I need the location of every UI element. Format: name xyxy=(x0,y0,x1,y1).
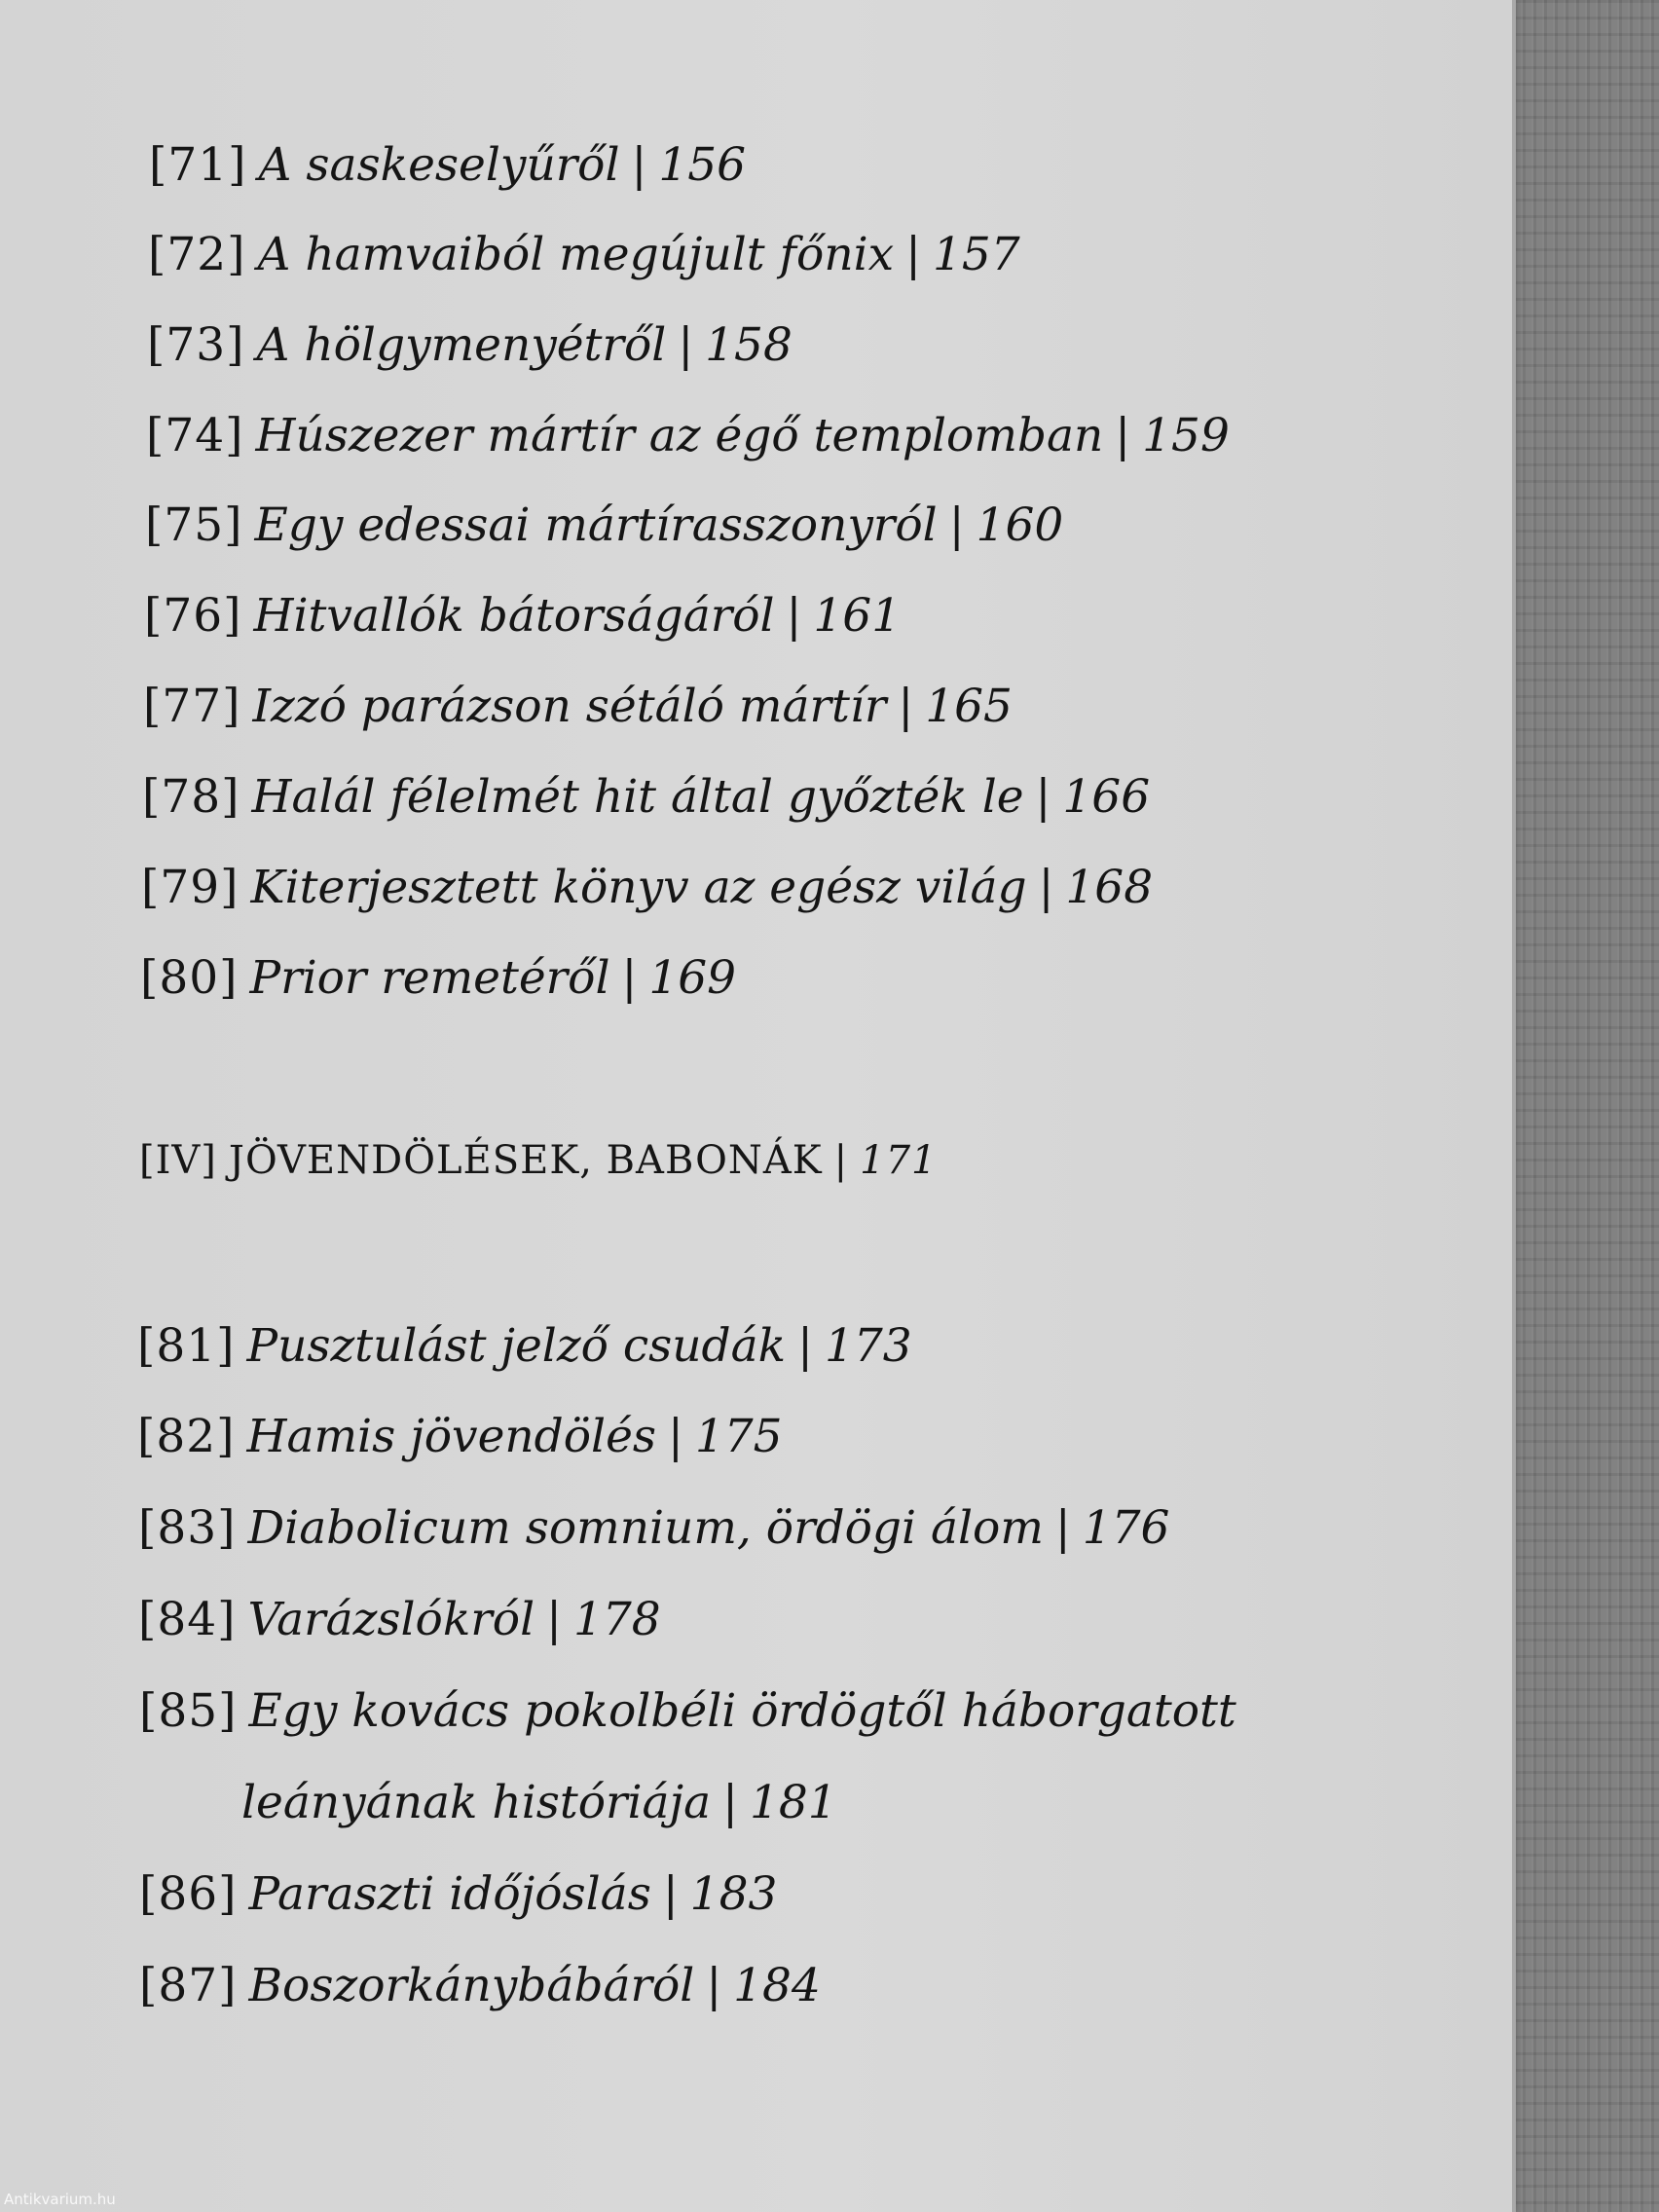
toc-entry-76 xyxy=(144,577,901,655)
toc-entry-73 xyxy=(147,307,793,385)
entry-title: Pusztulást jelző csudák xyxy=(246,1319,787,1373)
entry-page: 169 xyxy=(648,951,737,1005)
entry-title: Boszorkánybábáról xyxy=(248,1959,695,2012)
toc-entry-86 xyxy=(139,1856,777,1934)
entry-page: 184 xyxy=(733,1959,821,2012)
entry-number: [82] xyxy=(137,1410,236,1463)
section-page: 171 xyxy=(860,1138,938,1183)
entry-number: [79] xyxy=(141,861,240,914)
section-heading xyxy=(139,1122,937,1199)
toc-entry-82 xyxy=(137,1398,783,1476)
entry-page: 161 xyxy=(813,589,902,643)
entry-title: A saskeselyűről xyxy=(258,138,620,192)
toc-entry-78 xyxy=(142,758,1150,836)
separator: | xyxy=(678,318,694,372)
entry-page: 168 xyxy=(1065,861,1154,914)
entry-number: [83] xyxy=(138,1501,237,1555)
entry-title: Paraszti időjóslás xyxy=(248,1867,651,1921)
separator: | xyxy=(668,1410,683,1463)
entry-page: 158 xyxy=(705,318,793,372)
entry-title: Prior remetéről xyxy=(249,951,610,1005)
toc-entry-81 xyxy=(137,1308,912,1385)
toc-entry-84 xyxy=(138,1581,661,1659)
entry-title: Diabolicum somnium, ördögi álom xyxy=(247,1501,1044,1555)
separator: | xyxy=(662,1867,679,1921)
separator: | xyxy=(706,1959,722,2012)
entry-page: 160 xyxy=(976,498,1064,552)
separator: | xyxy=(631,138,647,192)
page-edge xyxy=(1512,0,1516,2212)
entry-page: 165 xyxy=(925,680,1013,733)
entry-page: 159 xyxy=(1142,409,1230,462)
entry-number: [81] xyxy=(137,1319,236,1373)
entry-number: [86] xyxy=(139,1867,238,1921)
entry-number: [78] xyxy=(142,770,240,824)
entry-page: 175 xyxy=(694,1410,783,1463)
entry-title: Egy kovács pokolbéli ördögtől háborgatott xyxy=(248,1684,1236,1738)
separator: | xyxy=(546,1593,562,1646)
entry-number: [73] xyxy=(147,318,245,372)
entry-page: 181 xyxy=(749,1776,837,1829)
entry-title: Kiterjesztett könyv az egész világ xyxy=(250,861,1027,914)
separator: | xyxy=(1115,409,1131,462)
separator: | xyxy=(786,589,802,643)
entry-title-continuation: leányának históriája xyxy=(241,1776,712,1829)
entry-number: [87] xyxy=(139,1959,238,2012)
entry-title: Hitvallók bátorságáról xyxy=(253,589,775,643)
toc-entry-74 xyxy=(146,397,1230,475)
entry-page: 166 xyxy=(1062,770,1151,824)
toc-entry-75 xyxy=(145,487,1063,565)
toc-entry-80 xyxy=(140,940,736,1017)
separator: | xyxy=(833,1138,849,1183)
separator: | xyxy=(1038,861,1054,914)
separator: | xyxy=(1035,770,1051,824)
entry-number: [75] xyxy=(145,498,243,552)
separator: | xyxy=(1054,1501,1071,1555)
entry-number: [72] xyxy=(148,228,246,281)
entry-number: [85] xyxy=(139,1684,238,1738)
entry-page: 156 xyxy=(658,138,747,192)
entry-page: 183 xyxy=(689,1867,778,1921)
entry-title: Varázslókról xyxy=(247,1593,535,1646)
entry-title: Egy edessai mártírasszonyról xyxy=(254,498,938,552)
entry-number: [76] xyxy=(144,589,242,643)
separator: | xyxy=(797,1319,813,1373)
entry-title: A hölgymenyétről xyxy=(256,318,667,372)
separator: | xyxy=(905,228,921,281)
section-number: [IV] xyxy=(139,1138,217,1183)
entry-title: Húszezer mártír az égő templomban xyxy=(255,409,1104,462)
entry-number: [71] xyxy=(149,138,247,192)
separator: | xyxy=(898,680,914,733)
separator: | xyxy=(948,498,965,552)
toc-entry-85 xyxy=(139,1673,1236,1751)
entry-page: 178 xyxy=(572,1593,661,1646)
entry-page: 173 xyxy=(824,1319,912,1373)
watermark-credit: Antikvarium.hu xyxy=(4,2191,116,2208)
separator: | xyxy=(722,1776,738,1829)
toc-entry-87 xyxy=(139,1947,821,2025)
entry-number: [74] xyxy=(146,409,244,462)
entry-title: Halál félelmét hit által győzték le xyxy=(251,770,1024,824)
entry-title: Hamis jövendölés xyxy=(246,1410,657,1463)
entry-title: A hamvaiból megújult főnix xyxy=(257,228,895,281)
entry-number: [77] xyxy=(143,680,241,733)
section-title: JÖVENDÖLÉSEK, BABONÁK xyxy=(228,1138,823,1183)
entry-title: Izzó parázson sétáló mártír xyxy=(252,680,887,733)
entry-page: 157 xyxy=(932,228,1020,281)
toc-entry-85-continuation xyxy=(241,1764,837,1842)
toc-entry-71 xyxy=(149,127,746,204)
toc-entry-79 xyxy=(141,849,1153,927)
toc-entry-83 xyxy=(138,1490,1169,1567)
entry-page: 176 xyxy=(1082,1501,1170,1555)
toc-entry-72 xyxy=(148,216,1020,294)
entry-number: [84] xyxy=(138,1593,237,1646)
separator: | xyxy=(621,951,638,1005)
toc-entry-77 xyxy=(143,668,1013,746)
entry-number: [80] xyxy=(140,951,239,1005)
